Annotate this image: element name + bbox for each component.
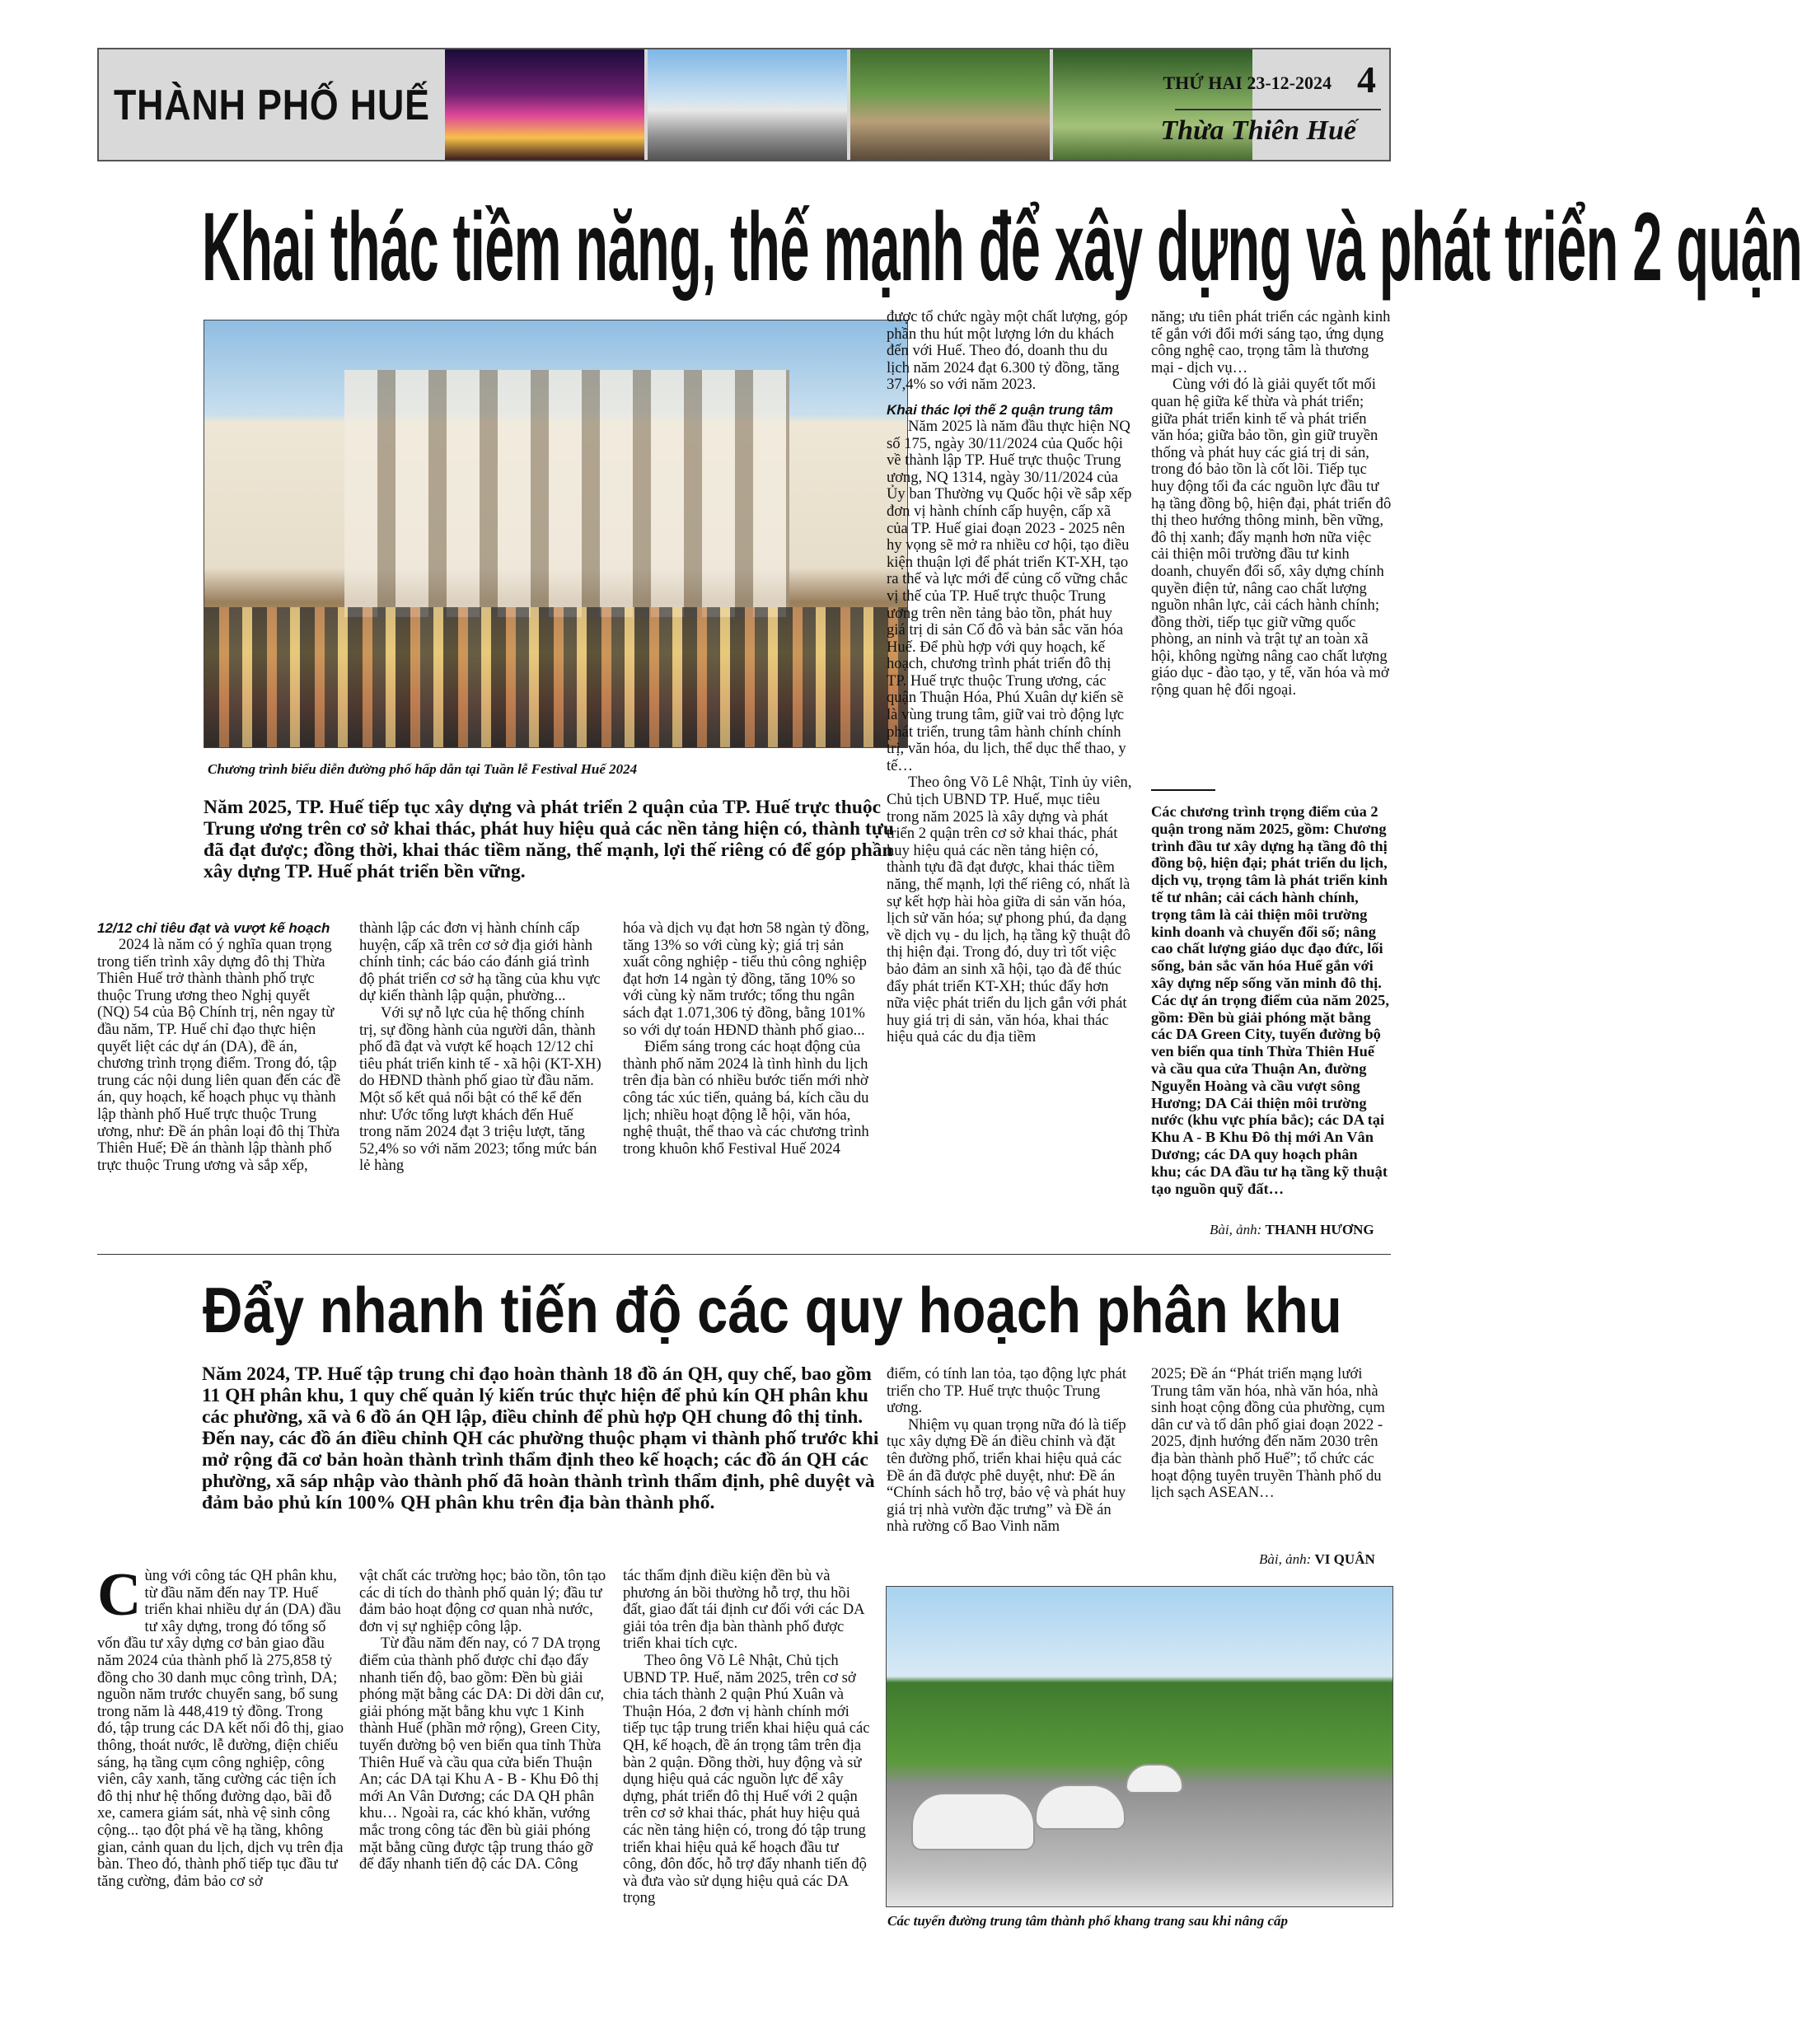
header-photo-street bbox=[648, 49, 847, 160]
issue-date: THỨ HAI 23-12-2024 bbox=[1163, 72, 1332, 93]
article1-lead: Năm 2025, TP. Huế tiếp tục xây dựng và phát triển 2 quận của TP. Huế trực thuộc Trung ương trên cơ sở khai thác, phát huy hiệu quả các nền tảng hiện có, thành tựu đã đạt được; đồng thời, khai thác tiềm năng, thế mạnh, lợi thế riêng có để góp phần xây dựng TP. Huế phát triển bền vững. bbox=[204, 797, 894, 882]
article2-paragraph: Từ đầu năm đến nay, có 7 DA trọng điểm của thành phố được chỉ đạo đẩy nhanh tiến độ, bao gồm: Đền bù giải phóng mặt bằng các DA: Di dời dân cư, giải phóng mặt bằng khu vực 1 Kinh thành Huế (phần mở rộng), Green City, tuyến đường bộ ven biển qua tỉnh Thừa Thiên Huế và cầu qua cửa biển Thuận An; các DA tại Khu A - B - Khu Đô thị mới An Vân Dương; các DA QH phân khu… Ngoài ra, các khó khăn, vướng mắc trong công tác đền bù giải phóng mặt bằng cũng được tập trung tháo gỡ để đẩy nhanh tiến độ các DA. Công bbox=[359, 1635, 605, 1873]
article2-paragraph: tác thẩm định điều kiện đền bù và phương án bồi thường hỗ trợ, thu hồi đất, giao đất tái định cư đối với các DA giải tỏa trên địa bàn thành phố được triển khai tích cực. bbox=[623, 1567, 864, 1653]
article2-photo bbox=[886, 1586, 1393, 1907]
article1-paragraph: 2024 là năm có ý nghĩa quan trọng trong tiến trình xây dựng đô thị Thừa Thiên Huế trở thành thành phố trực thuộc Trung ương theo Nghị quyết (NQ) 54 của Bộ Chính trị, nên ngay từ đầu năm, TP. Huế chỉ đạo thực hiện quyết liệt các dự án (DA), đề án, chương trình trọng điểm. Trong đó, tập trung các nội dung liên quan đến các đề án, quy hoạch, kế hoạch phục vụ thành lập thành phố Huế trực thuộc Trung ương, như: Đề án phân loại đô thị Thừa Thiên Huế; Đề án thành lập thành phố trực thuộc Trung ương và sắp xếp, bbox=[97, 936, 341, 1174]
article1-caption: Chương trình biểu diễn đường phố hấp dẫn tại Tuần lễ Festival Huế 2024 bbox=[208, 761, 638, 777]
festival-crowd bbox=[204, 607, 907, 747]
article1-column-2 bbox=[359, 920, 605, 1175]
article2-paragraph: vật chất các trường học; bảo tồn, tôn tạo các di tích do thành phố quản lý; đầu tư đảm bảo hoạt động cơ quan nhà nước, đơn vị sự nghiệp công lập. bbox=[359, 1567, 606, 1635]
byline-author: THANH HƯƠNG bbox=[1265, 1222, 1374, 1237]
article1-subhead-1: 12/12 chỉ tiêu đạt và vượt kế hoạch bbox=[97, 920, 330, 936]
article2-column-1 bbox=[97, 1561, 344, 1890]
article2-paragraph-text: ùng với công tác QH phân khu, từ đầu năm đến nay TP. Huế triển khai nhiều dự án (DA) đầu tư xây dựng, trong đó tổng số vốn đầu tư xây dựng cơ bản giao đầu năm 2024 của thành phố là 275,858 tỷ đồng cho 30 danh mục công trình, DA; nguồn năm trước chuyển sang, bổ sung trong năm là 448,419 tỷ đồng. Trong đó, tập trung các DA kết nối đô thị, giao thông, thoát nước, lễ đường, điện chiếu sáng, hạ tầng cụm công nghiệp, công viên, cây xanh, tăng cường các tiện ích đô thị như hệ thống đường dạo, bãi đỗ xe, camera giám sát, nhà vệ sinh công cộng... tạo đột phá về hạ tầng, không gian, cảnh quan du lịch, dịch vụ trên địa bàn. Theo đó, thành phố tiếp tục đầu tư tăng cường, đảm bảo cơ sở bbox=[97, 1567, 344, 1890]
header-rule bbox=[1175, 109, 1381, 110]
hotel-building bbox=[344, 370, 789, 617]
article1-subhead-2: Khai thác lợi thế 2 quận trung tâm bbox=[887, 401, 1113, 418]
article2-column-2 bbox=[359, 1568, 606, 1873]
article1-paragraph: được tổ chức ngày một chất lượng, góp phần thu hút một lượng lớn du khách đến với Huế. Theo đó, doanh thu du lịch năm 2024 đạt 6.300 tỷ đồng, tăng 37,4% so với năm 2023. bbox=[887, 308, 1128, 394]
white-car bbox=[911, 1793, 1035, 1850]
white-car bbox=[1126, 1764, 1183, 1794]
article1-paragraph: Với sự nỗ lực của hệ thống chính trị, sự đồng hành của người dân, thành phố đã đạt và vượt kế hoạch 12/12 chỉ tiêu phát triển kinh tế - xã hội (KT-XH) do HĐND thành phố giao từ đầu năm. Một số kết quả nổi bật có thể kể đến như: Ước tổng lượt khách đến Huế trong năm 2024 đạt 3 triệu lượt, tăng 52,4% so với năm 2023; tổng mức bán lẻ hàng bbox=[359, 1003, 601, 1175]
article1-column-3 bbox=[623, 920, 870, 1158]
paper-name: Thừa Thiên Huế bbox=[1160, 115, 1356, 146]
key-projects-box: Các chương trình trọng điểm của 2 quận trong năm 2025, gồm: Chương trình đầu tư xây dựng hạ tầng đô thị đồng bộ, hiện đại; phát triển du lịch, dịch vụ, trọng tâm là phát triển kinh tế tư nhân; cải cách hành chính, trọng tâm là cải thiện môi trường kinh doanh và chuyển đổi số; nâng cao chất lượng giáo dục đạo đức, lối sống, bản sắc văn hóa Huế gắn với xây dựng nếp sống văn minh đô thị. Các dự án trọng điểm của năm 2025, gồm: Đền bù giải phóng mặt bằng các DA Green City, tuyến đường bộ ven biển qua tỉnh Thừa Thiên Huế và cầu qua cửa Thuận An, đường Nguyễn Hoàng và cầu vượt sông Hương; DA Cải thiện môi trường nước (khu vực phía bắc); các DA tại Khu A - B Khu Đô thị mới An Vân Dương; các DA quy hoạch phân khu; các DA đầu tư hạ tầng kỹ thuật tạo nguồn quỹ đất… bbox=[1151, 803, 1389, 1197]
article1-paragraph: năng; ưu tiên phát triển các ngành kinh tế gắn với đổi mới sáng tạo, ứng dụng công nghệ cao, trọng tâm là thương mại - dịch vụ… bbox=[1151, 308, 1391, 377]
article2-paragraph: 2025; Đề án “Phát triển mạng lưới Trung tâm văn hóa, nhà văn hóa, nhà sinh hoạt cộng đồng của phường, cụm dân cư và tổ dân phố giai đoạn 2022 - 2025, định hướng đến năm 2030 trên địa bàn thành phố Huế”; tổ chức các hoạt động tuyên truyền Thành phố du lịch sạch ASEAN… bbox=[1151, 1365, 1385, 1502]
article1-paragraph: Theo ông Võ Lê Nhật, Tỉnh ủy viên, Chủ tịch UBND TP. Huế, mục tiêu trong năm 2025 là xây dựng và phát triển 2 quận trên cơ sở khai thác, phát huy hiệu quả các nền tảng hiện có, thành tựu đã đạt được, khai thác tiềm năng, thế mạnh, lợi thế riêng có, nhất là sự kết hợp hài hòa giữa di sản văn hóa, lịch sử văn hóa; sự phong phú, đa dạng về dịch vụ - du lịch, hạ tầng kỹ thuật đô thị hiện đại. Trong đó, duy trì tốt việc bảo đảm an sinh xã hội, tạo đà để thúc đẩy phát triển KT-XH; thúc đẩy hơn nữa việc phát triển du lịch gắn với phát huy giá trị di sản, văn hóa, khai thác hiệu quả các du địa tiềm bbox=[887, 774, 1132, 1046]
byline-label: Bài, ảnh: bbox=[1259, 1551, 1312, 1567]
article1-paragraph: thành lập các đơn vị hành chính cấp huyện, cấp xã trên cơ sở địa giới hành chính tỉnh; các báo cáo đánh giá trình độ phát triển cơ sở hạ tầng của khu vực dự kiến thành lập quận, phường... bbox=[359, 919, 601, 1005]
article2-byline bbox=[1259, 1551, 1375, 1568]
article1-headline: Khai thác tiềm năng, thế mạnh để xây dựng và phát triển 2 quận bbox=[202, 193, 1802, 302]
article1-paragraph: Điểm sáng trong các hoạt động của thành phố năm 2024 là tình hình du lịch trên địa bàn có nhiều bước tiến mới nhờ công tác xúc tiến, quảng bá, kích cầu du lịch; nhiều hoạt động lễ hội, văn hóa, nghệ thuật, thể thao và các chương trình trong khuôn khổ Festival Huế 2024 bbox=[623, 1038, 869, 1158]
article1-column-4 bbox=[887, 309, 1134, 1046]
header-photo-strip bbox=[445, 49, 1252, 160]
drop-cap: C bbox=[97, 1561, 142, 1629]
article1-column-5 bbox=[1151, 309, 1392, 699]
box-rule bbox=[1151, 789, 1215, 791]
article2-paragraph: Nhiệm vụ quan trọng nữa đó là tiếp tục xây dựng Đề án điều chỉnh và đặt tên đường phố, triển khai hiệu quả các Đề án đã được phê duyệt, như: Đề án “Chính sách hỗ trợ, bảo vệ và phát huy giá trị nhà vườn đặc trưng” và Đề án nhà rường cổ Bao Vinh năm bbox=[887, 1415, 1126, 1536]
article2-column-4 bbox=[887, 1366, 1134, 1536]
article2-caption: Các tuyến đường trung tâm thành phố khang trang sau khi nâng cấp bbox=[887, 1913, 1289, 1929]
byline-label: Bài, ảnh: bbox=[1210, 1222, 1262, 1237]
article1-paragraph: Năm 2025 là năm đầu thực hiện NQ số 175, ngày 30/11/2024 của Quốc hội về thành lập TP. Huế trực thuộc Trung ương, NQ 1314, ngày 30/11/2024 của Ủy ban Thường vụ Quốc hội về sắp xếp đơn vị hành chính cấp huyện, cấp xã của TP. Huế giai đoạn 2023 - 2025 nên hy vọng sẽ mở ra nhiều cơ hội, tạo điều kiện thuận lợi để phát triển KT-XH, tạo ra thế và lực mới để củng cố vững chắc vị thế của TP. Huế trực thuộc Trung ương trên nền tảng bảo tồn, phát huy giá trị di sản Cố đô và bản sắc văn hóa Huế. Để phù hợp với quy hoạch, kế hoạch, chương trình phát triển đô thị TP. Huế trực thuộc Trung ương, các quận Thuận Hóa, Phú Xuân dự kiến sẽ là vùng trung tâm, giữ vai trò động lực phát triển, trung tâm hành chính chính trị, văn hóa, du lịch, thể dục thể thao, y tế… bbox=[887, 417, 1132, 774]
article1-column-1 bbox=[97, 920, 344, 1174]
article2-column-3 bbox=[623, 1568, 870, 1907]
article2-headline: Đẩy nhanh tiến độ các quy hoạch phân khu bbox=[203, 1274, 1342, 1346]
article2-column-5 bbox=[1151, 1366, 1392, 1502]
article2-paragraph: Theo ông Võ Lê Nhật, Chủ tịch UBND TP. Huế, năm 2025, trên cơ sở chia tách thành 2 quận Phú Xuân và Thuận Hóa, 2 đơn vị hành chính mới tiếp tục tập trung triển khai hiệu quả các QH, kế hoạch, đề án trọng tâm trên địa bàn 2 quận. Đồng thời, huy động và sử dụng hiệu quả các nguồn lực để xây dựng, phát triển đô thị Huế với 2 quận trên cơ sở khai thác, phát huy hiệu quả các nền tảng hiện có, trong đó tập trung triển khai hiệu quả kế hoạch đầu tư công, đôn đốc, hỗ trợ đẩy nhanh tiến độ và đưa vào sử dụng hiệu quả các DA trọng bbox=[623, 1651, 870, 1907]
section-name: THÀNH PHỐ HUẾ bbox=[114, 82, 430, 129]
header-photo-festival bbox=[445, 49, 644, 160]
header-photo-cyclos bbox=[850, 49, 1050, 160]
article1-photo bbox=[204, 320, 908, 748]
page-header bbox=[97, 48, 1391, 161]
article2-lead: Năm 2024, TP. Huế tập trung chỉ đạo hoàn thành 18 đồ án QH, quy chế, bao gồm 11 QH phân khu, 1 quy chế quản lý kiến trúc thực hiện để phủ kín QH phân khu các phường, xã và 6 đồ án QH lập, điều chỉnh để phù hợp QH chung đô thị tỉnh. Đến nay, các đồ án điều chỉnh QH các phường thuộc phạm vi thành phố trước khi mở rộng đã cơ bản hoàn thành trình thẩm định theo kế hoạch; các đồ án QH các phường, xã sáp nhập vào thành phố đã hoàn thành trình thẩm định, phê duyệt và đảm bảo phủ kín 100% QH phân khu trên địa bàn thành phố. bbox=[202, 1363, 879, 1513]
byline-author: VI QUÂN bbox=[1314, 1551, 1375, 1567]
article1-paragraph: hóa và dịch vụ đạt hơn 58 ngàn tỷ đồng, tăng 13% so với cùng kỳ; giá trị sản xuất công nghiệp - tiểu thủ công nghiệp đạt hơn 14 ngàn tỷ đồng, tăng 10% so với cùng kỳ năm trước; tổng thu ngân sách đạt 1.071,306 tỷ đồng, bằng 101% so với dự toán HĐND thành phố giao... bbox=[623, 919, 870, 1039]
article1-byline bbox=[1210, 1222, 1374, 1238]
article2-paragraph bbox=[97, 1561, 344, 1890]
article1-paragraph: Cùng với đó là giải quyết tốt mối quan hệ giữa kế thừa và phát triển; giữa phát triển kinh tế và phát triển văn hóa; giữa bảo tồn, gìn giữ truyền thống và phát huy các giá trị di sản, trong đó bảo tồn là cốt lõi. Tiếp tục huy động tối đa các nguồn lực đầu tư hạ tầng đồng bộ, hiện đại, phát triển đô thị theo hướng thông minh, bền vững, đô thị xanh; đẩy mạnh hơn nữa việc cải thiện môi trường đầu tư kinh doanh, chuyển đổi số, xây dựng chính quyền điện tử, nâng cao chất lượng nguồn nhân lực, cải cách hành chính; đồng thời, tiếp tục giữ vững quốc phòng, an ninh và trật tự an toàn xã hội, không ngừng nâng cao chất lượng giáo dục - đào tạo, y tế, văn hóa và mở rộng quan hệ đối ngoại. bbox=[1151, 376, 1392, 699]
page-number: 4 bbox=[1357, 58, 1376, 101]
white-car bbox=[1035, 1784, 1126, 1830]
article-separator bbox=[97, 1254, 1391, 1255]
article2-paragraph: điểm, có tính lan tỏa, tạo động lực phát triển cho TP. Huế trực thuộc Trung ương. bbox=[887, 1365, 1126, 1417]
